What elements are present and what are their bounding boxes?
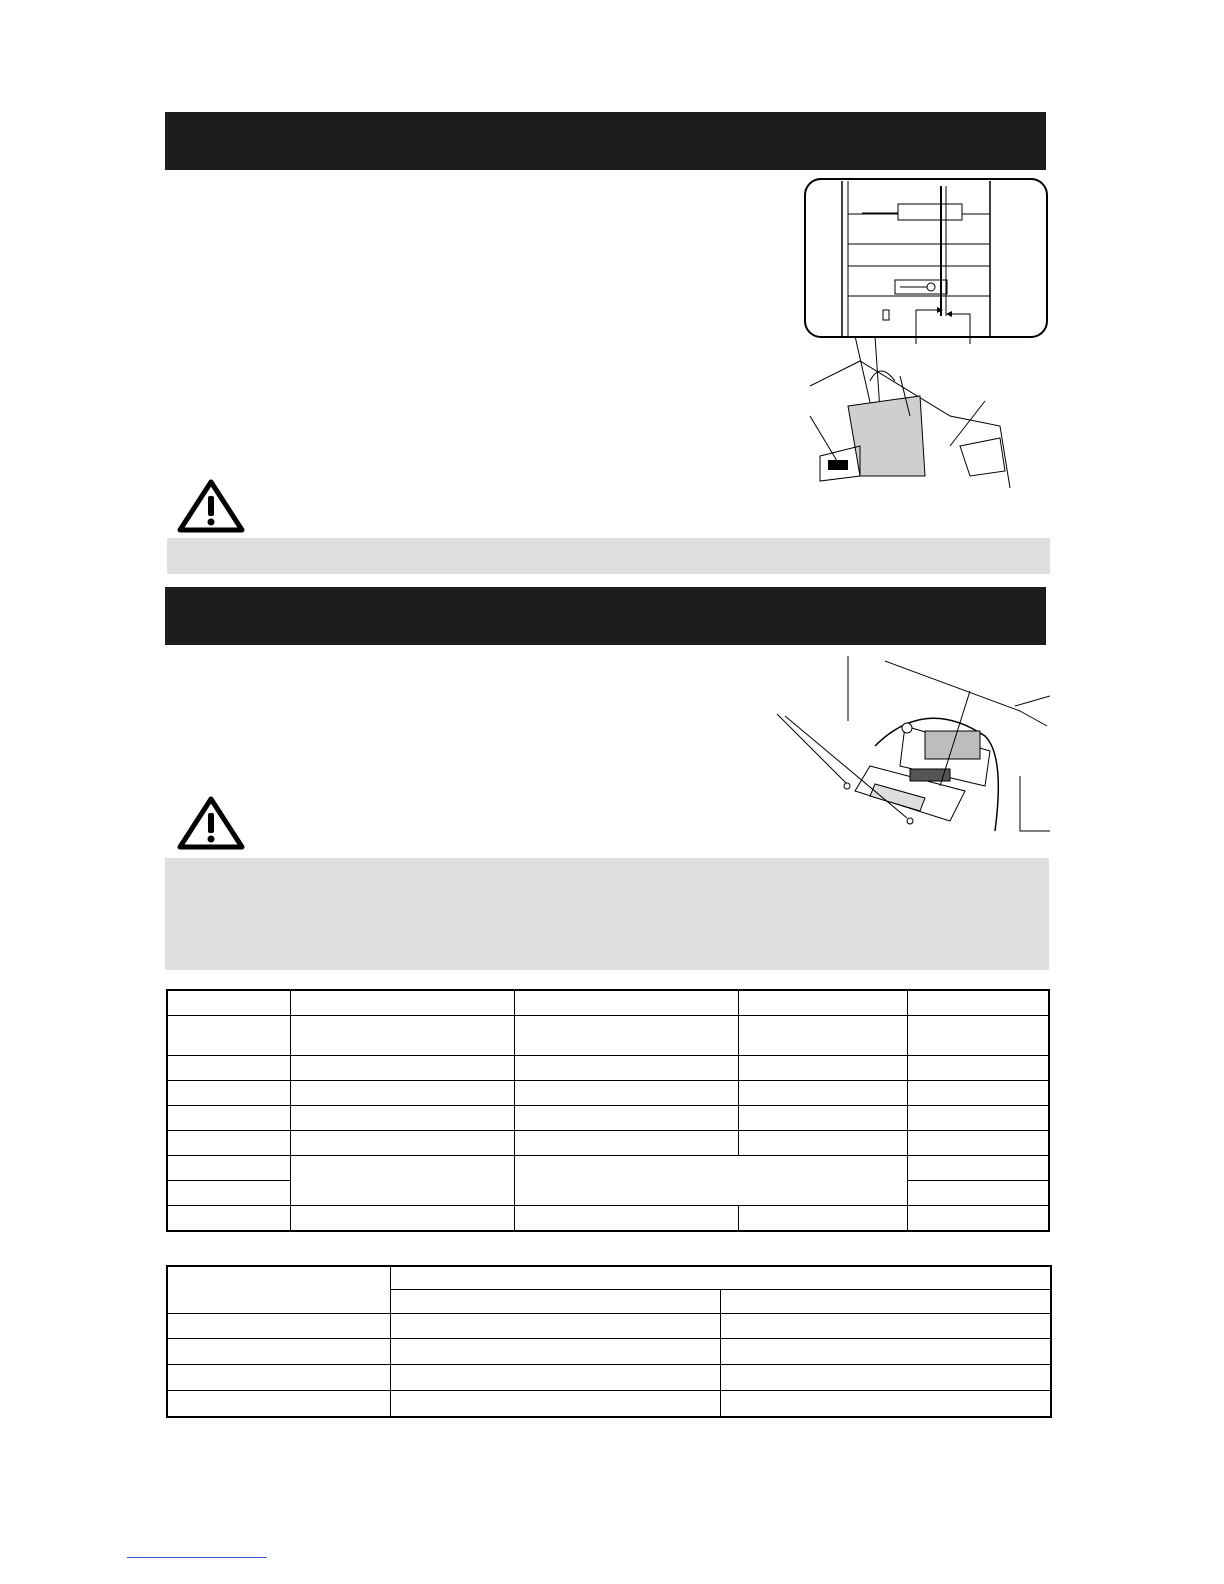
section-1-note-box [167, 538, 1050, 574]
table-cell [907, 1055, 1049, 1080]
table-cell [390, 1289, 720, 1313]
table-cell [167, 1130, 290, 1155]
table-cell [167, 1180, 290, 1205]
table-cell [290, 1205, 514, 1231]
table-cell [290, 1015, 514, 1055]
table-cell [290, 1130, 514, 1155]
table-cell [514, 1080, 738, 1105]
table-cell [720, 1390, 1051, 1417]
table-cell [167, 1205, 290, 1231]
table-row [167, 990, 1049, 1015]
interface-board-installation-illustration [775, 656, 1050, 836]
table-cell [907, 1130, 1049, 1155]
table-cell [907, 1205, 1049, 1231]
table-cell [514, 1105, 738, 1130]
table-cell [167, 1015, 290, 1055]
table-cell [907, 990, 1049, 1015]
warning-triangle-icon [177, 479, 245, 533]
table-row [167, 1390, 1051, 1417]
table-row [167, 1155, 1049, 1180]
table-cell [290, 1055, 514, 1080]
section-2-header-bar [165, 587, 1046, 645]
table-cell [390, 1390, 720, 1417]
warning-triangle-icon [177, 796, 245, 850]
table-cell [720, 1289, 1051, 1313]
table-cell [167, 1266, 390, 1313]
table-cell [390, 1266, 1051, 1289]
specification-table-1 [166, 989, 1050, 1232]
table-cell [167, 1313, 390, 1338]
table-cell [720, 1364, 1051, 1390]
table-cell [738, 1015, 907, 1055]
table-row [167, 1364, 1051, 1390]
table-cell [167, 1364, 390, 1390]
table-cell [907, 1155, 1049, 1180]
table-cell [514, 1205, 738, 1231]
table-row [167, 1015, 1049, 1055]
table-cell [738, 1055, 907, 1080]
table-cell [167, 1390, 390, 1417]
table-cell [720, 1338, 1051, 1364]
table-cell [907, 1080, 1049, 1105]
table-row [167, 1338, 1051, 1364]
table-cell [720, 1313, 1051, 1338]
table-cell [167, 1080, 290, 1105]
table-cell [514, 990, 738, 1015]
table-row [167, 1130, 1049, 1155]
table-cell [167, 1155, 290, 1180]
printer-ribbon-adjustment-illustration [800, 176, 1050, 491]
table-cell [167, 1338, 390, 1364]
table-row [167, 1055, 1049, 1080]
table-row [167, 1080, 1049, 1105]
footer-link-rule [127, 1557, 267, 1558]
table-cell [290, 1105, 514, 1130]
section-1-header-bar [165, 112, 1046, 170]
table-cell [907, 1180, 1049, 1205]
table-cell [167, 1105, 290, 1130]
table-cell [738, 1080, 907, 1105]
table-cell [514, 1155, 907, 1205]
specification-table-2 [166, 1265, 1052, 1418]
table-cell [738, 990, 907, 1015]
table-row [167, 1313, 1051, 1338]
table-cell [514, 1055, 738, 1080]
table-cell [290, 990, 514, 1015]
table-cell [738, 1130, 907, 1155]
section-2-note-box [165, 858, 1049, 970]
table-cell [514, 1130, 738, 1155]
table-cell [907, 1105, 1049, 1130]
table-cell [738, 1205, 907, 1231]
table-row [167, 1105, 1049, 1130]
table-row [167, 1266, 1051, 1289]
table-row [167, 1205, 1049, 1231]
table-cell [290, 1080, 514, 1105]
table-cell [907, 1015, 1049, 1055]
table-cell [390, 1313, 720, 1338]
table-cell [167, 990, 290, 1015]
table-cell [167, 1055, 290, 1080]
table-cell [390, 1364, 720, 1390]
table-cell [738, 1105, 907, 1130]
table-cell [390, 1338, 720, 1364]
table-cell [514, 1015, 738, 1055]
table-cell [290, 1155, 514, 1205]
